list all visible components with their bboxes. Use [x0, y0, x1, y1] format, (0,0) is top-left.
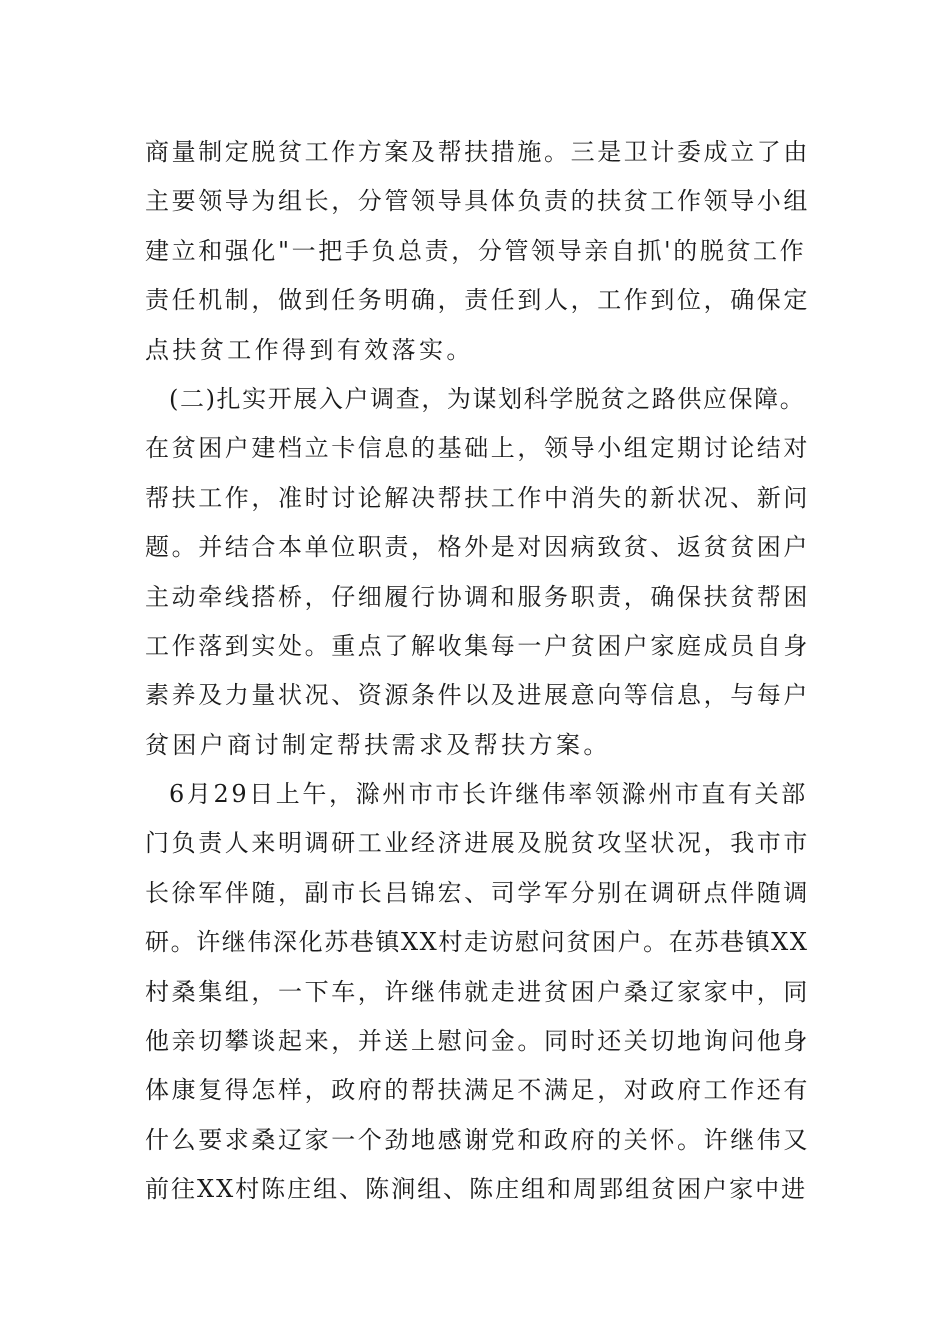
text-line: (二)扎实开展入户调查，为谋划科学脱贫之路供应保障。 — [169, 384, 806, 413]
text-line: 责任机制，做到任务明确，责任到人，工作到位，确保定 — [145, 286, 810, 315]
text-line: 他亲切攀谈起来，并送上慰问金。同时还关切地询问他身 — [145, 1027, 810, 1056]
text-line: 帮扶工作，准时讨论解决帮扶工作中消失的新状况、新问 — [145, 483, 810, 512]
text-line: 6月29日上午，滁州市市长许继伟率领滁州市直有关部 — [169, 780, 808, 809]
paragraph-2 — [145, 375, 810, 770]
text-line: 工作落到实处。重点了解收集每一户贫困户家庭成员自身 — [145, 631, 810, 660]
text-line: 素养及力量状况、资源条件以及进展意向等信息，与每户 — [145, 681, 810, 710]
text-line: 研。许继伟深化苏巷镇XX村走访慰问贫困户。在苏巷镇XX — [145, 928, 809, 957]
text-line: 商量制定脱贫工作方案及帮扶措施。三是卫计委成立了由 — [145, 138, 810, 166]
text-line: 门负责人来明调研工业经济进展及脱贫攻坚状况，我市市 — [145, 829, 810, 858]
text-line: 题。并结合本单位职责，格外是对因病致贫、返贫贫困户 — [145, 533, 810, 562]
text-line: 建立和强化"一把手负总责，分管领导亲自抓'的脱贫工作 — [145, 236, 807, 265]
paragraph-1 — [145, 128, 810, 375]
text-line: 在贫困户建档立卡信息的基础上，领导小组定期讨论结对 — [145, 434, 810, 463]
text-line: 主要领导为组长，分管领导具体负责的扶贫工作领导小组 — [145, 187, 810, 216]
text-line: 村桑集组，一下车，许继伟就走进贫困户桑辽家家中，同 — [145, 977, 810, 1006]
text-line: 贫困户商讨制定帮扶需求及帮扶方案。 — [145, 730, 611, 759]
text-line: 什么要求桑辽家一个劲地感谢党和政府的关怀。许继伟又 — [145, 1125, 810, 1154]
text-line: 体康复得怎样，政府的帮扶满足不满足，对政府工作还有 — [145, 1076, 810, 1105]
text-line: 前往XX村陈庄组、陈涧组、陈庄组和周郢组贫困户家中进 — [145, 1175, 808, 1204]
text-line: 长徐军伴随，副市长吕锦宏、司学军分别在调研点伴随调 — [145, 878, 810, 907]
text-line: 主动牵线搭桥，仔细履行协调和服务职责，确保扶贫帮困 — [145, 582, 810, 611]
document-body — [145, 128, 810, 1215]
text-line: 点扶贫工作得到有效落实。 — [145, 335, 474, 364]
paragraph-3 — [145, 770, 810, 1215]
